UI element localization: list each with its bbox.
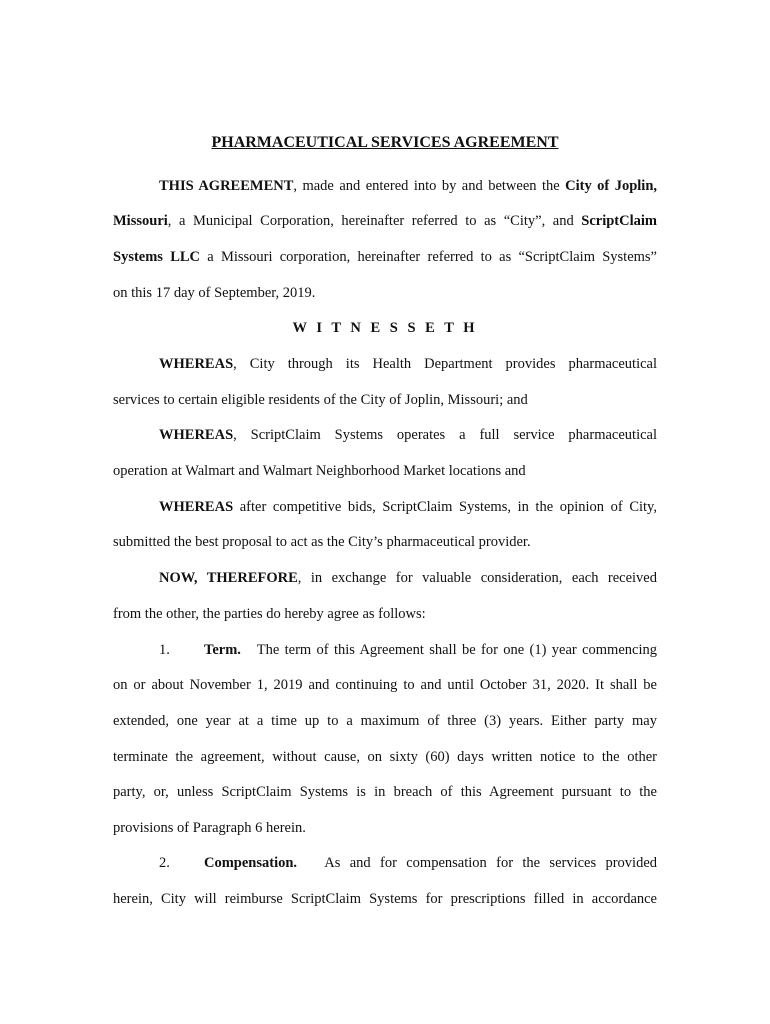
intro-line-4: on this 17 day of September, 2019.: [113, 285, 316, 301]
intro-bold-this-agreement: THIS AGREEMENT: [159, 178, 294, 194]
section-2-line-1: Compensation. As and for compensation for the services provided: [204, 855, 658, 871]
whereas-1-line-2: services to certain eligible residents of the City of Joplin, Missouri; and: [113, 392, 528, 408]
document-title: PHARMACEUTICAL SERVICES AGREEMENT: [211, 134, 559, 151]
section-1-line-6: provisions of Paragraph 6 herein.: [113, 820, 306, 836]
whereas-2-line-2: operation at Walmart and Walmart Neighborhood Market locations and: [113, 463, 526, 479]
section-1-line-5: party, or, unless ScriptClaim Systems is in breach of this Agreement pursuant to the: [113, 784, 657, 800]
section-1-line-3: extended, one year at a time up to a maximum of three (3) years. Either party may: [113, 713, 657, 729]
witnesseth-heading: W I T N E S S E T H: [292, 320, 478, 336]
intro-line-3: Systems LLC a Missouri corporation, hereinafter referred to as “ScriptClaim Systems”: [113, 249, 657, 265]
section-2-number: 2.: [159, 855, 170, 871]
section-2-heading: Compensation.: [204, 855, 298, 871]
intro-line-2: Missouri, a Municipal Corporation, hereinafter referred to as “City”, and ScriptClaim: [113, 213, 657, 229]
section-1-line-2: on or about November 1, 2019 and continuing to and until October 31, 2020. It shall be: [113, 677, 657, 693]
section-1-line-1: Term. The term of this Agreement shall be for one (1) year commencing: [204, 642, 657, 658]
now-therefore-line-1: NOW, THEREFORE, in exchange for valuable consideration, each received: [159, 570, 657, 586]
whereas-3-line-2: submitted the best proposal to act as the City’s pharmaceutical provider.: [113, 534, 531, 550]
section-1-heading: Term.: [204, 642, 241, 658]
section-1-number: 1.: [159, 642, 170, 658]
section-1-line-4: terminate the agreement, without cause, on sixty (60) days written notice to the other: [113, 749, 657, 765]
whereas-3-line-1: WHEREAS after competitive bids, ScriptClaim Systems, in the opinion of City,: [159, 499, 657, 515]
intro-line-1: THIS AGREEMENT, made and entered into by and between the City of Joplin,: [159, 178, 658, 194]
whereas-2-line-1: WHEREAS, ScriptClaim Systems operates a full service pharmaceutical: [159, 427, 657, 443]
section-2-line-2: herein, City will reimburse ScriptClaim Systems for prescriptions filled in accordance: [113, 891, 657, 907]
whereas-1-line-1: WHEREAS, City through its Health Department provides pharmaceutical: [159, 356, 657, 372]
now-therefore-line-2: from the other, the parties do hereby agree as follows:: [113, 606, 426, 622]
